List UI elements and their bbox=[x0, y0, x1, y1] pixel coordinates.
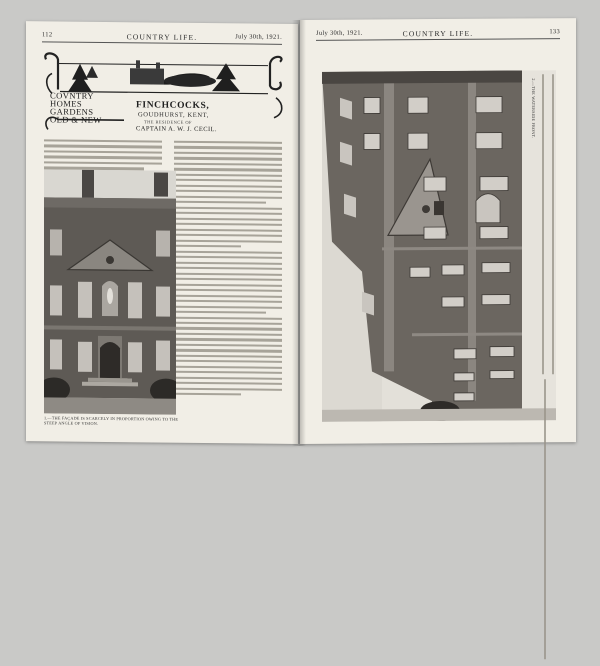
body-text-column-1 bbox=[44, 139, 162, 173]
masthead-line-3: GARDENS bbox=[50, 106, 94, 117]
left-date: July 30th, 1921. bbox=[235, 33, 282, 41]
right-running-title: COUNTRY LIFE. bbox=[402, 28, 474, 39]
article-title: FINCHCOCKS, bbox=[136, 100, 210, 112]
right-page bbox=[300, 18, 576, 444]
masthead bbox=[40, 49, 288, 138]
left-page-number: 112 bbox=[42, 31, 53, 39]
waterside-caption: 2.—THE WATERSIDE FRONT. bbox=[531, 78, 536, 139]
masthead-line-1: COVNTRY bbox=[50, 90, 94, 101]
facade-caption: 1.—THE FAÇADE IS SCARCELY IN PROPORTION OWING TO THE STEEP ANGLE OF VISION. bbox=[44, 415, 179, 426]
masthead-words bbox=[50, 91, 110, 124]
body-text-column-2 bbox=[174, 141, 282, 400]
left-running-title: COUNTRY LIFE. bbox=[126, 32, 198, 42]
article-owner: CAPTAIN A. W. J. CECIL. bbox=[136, 125, 217, 134]
left-page bbox=[26, 21, 298, 444]
right-vertical-text bbox=[540, 74, 560, 664]
article-location: GOUDHURST, KENT, bbox=[138, 111, 209, 120]
facade-photo bbox=[44, 169, 176, 414]
masthead-line-4: OLD & NEW bbox=[50, 114, 102, 125]
spine-gutter bbox=[292, 20, 306, 446]
right-page-number: 133 bbox=[549, 28, 560, 36]
article-residence-label: THE RESIDENCE OF bbox=[144, 119, 192, 125]
waterside-photo bbox=[322, 70, 556, 422]
right-date: July 30th, 1921. bbox=[316, 29, 363, 37]
waterside-caption-wrap bbox=[528, 78, 536, 398]
masthead-line-2: HOMES bbox=[50, 98, 83, 109]
